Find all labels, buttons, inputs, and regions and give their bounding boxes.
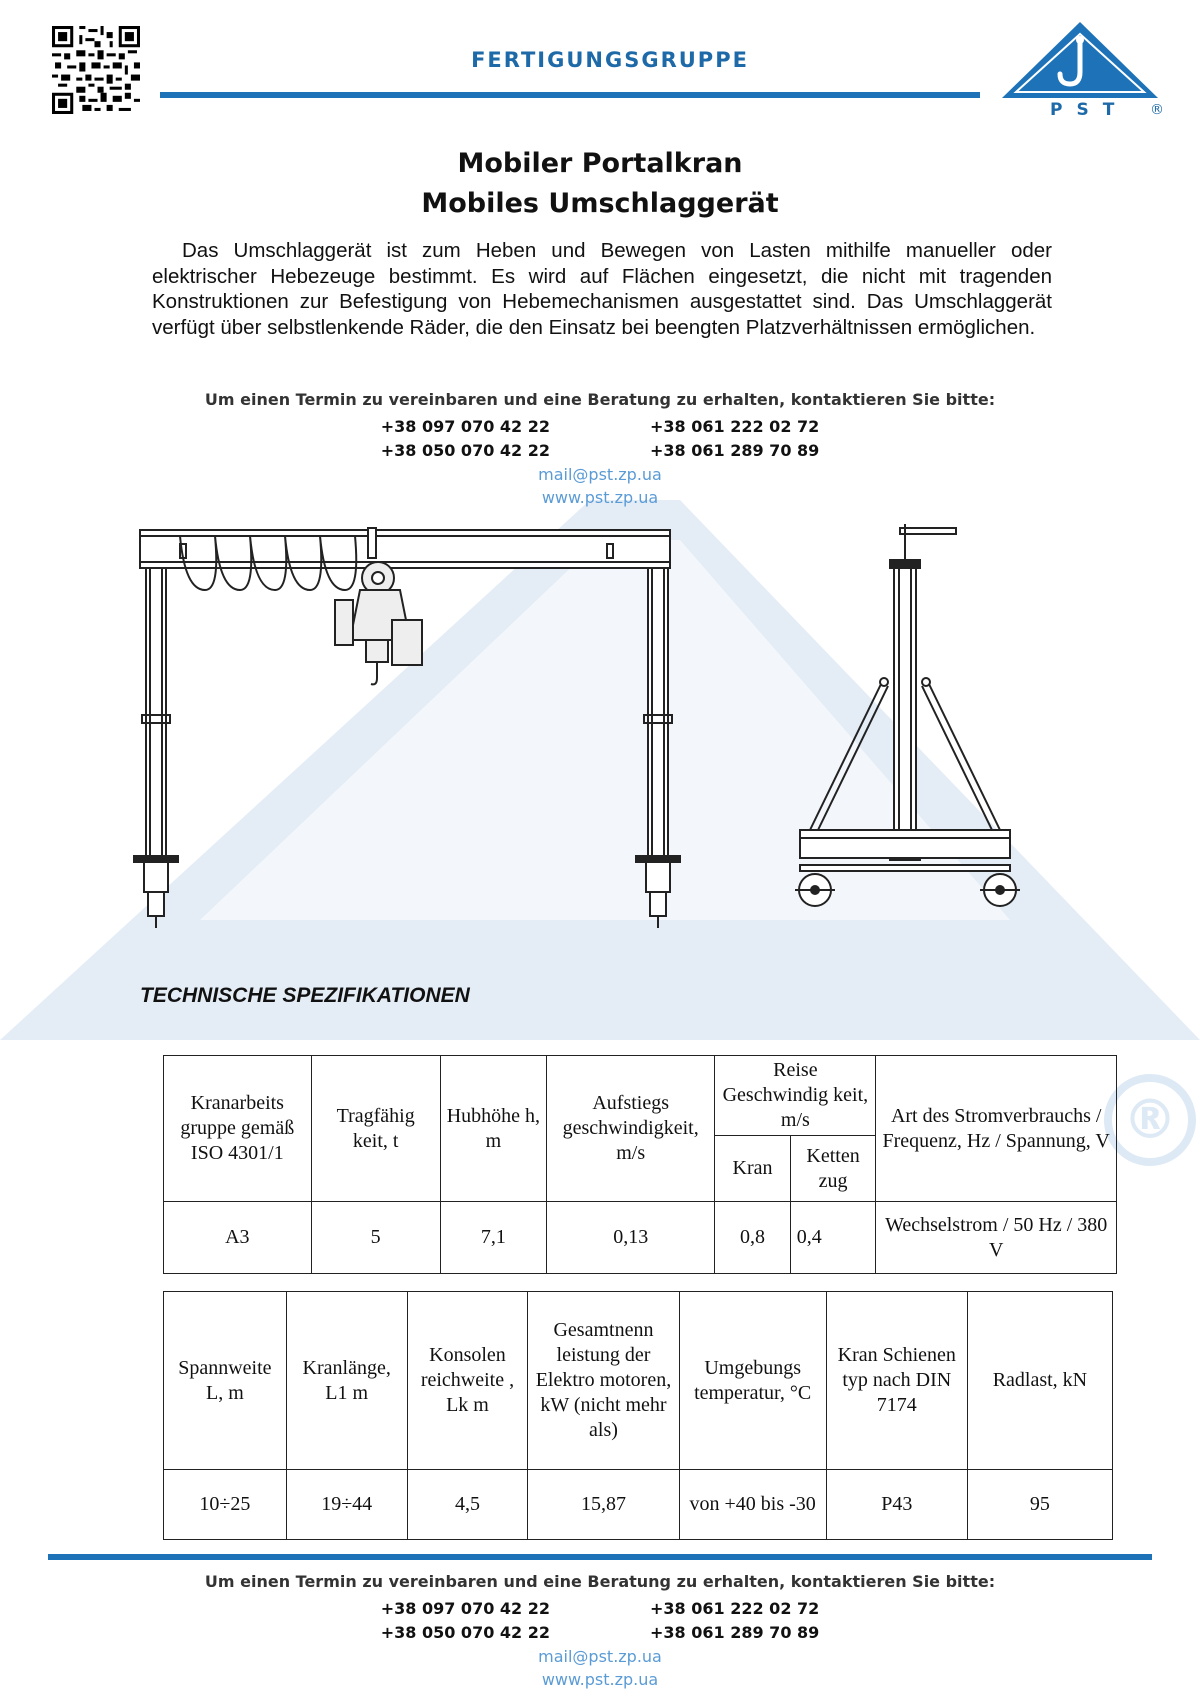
value-crane-length: 19÷44 [286, 1470, 407, 1540]
phone-link[interactable]: +38 061 289 70 89 [650, 441, 820, 460]
header-work-group: Kranarbeits gruppe gemäß ISO 4301/1 [164, 1056, 312, 1202]
spec-table-2 [163, 1291, 1113, 1540]
page-subtitle: Mobiles Umschlaggerät [421, 188, 779, 219]
phone-link[interactable]: +38 050 070 42 22 [380, 441, 550, 460]
brand-title: FERTIGUNGSGRUPPE [471, 48, 749, 72]
phone-link[interactable]: +38 097 070 42 22 [380, 417, 550, 436]
header-travel-speed: Reise Geschwindig keit, m/s [715, 1056, 876, 1136]
website-link[interactable]: www.pst.zp.ua [541, 1670, 659, 1689]
header-crane-length: Kranlänge, L1 m [286, 1292, 407, 1470]
header-span: Spannweite L, m [164, 1292, 287, 1470]
email-link[interactable]: mail@pst.zp.ua [538, 465, 662, 484]
value-power-supply: Wechselstrom / 50 Hz / 380 V [876, 1202, 1117, 1274]
phone-link[interactable]: +38 061 222 02 72 [650, 417, 820, 436]
spec-table-1 [163, 1055, 1117, 1274]
value-lift-speed: 0,13 [547, 1202, 715, 1274]
logo-text: PST [1050, 100, 1129, 120]
value-capacity: 5 [311, 1202, 440, 1274]
value-work-group: A3 [164, 1202, 312, 1274]
contact-block-top [0, 390, 1200, 509]
header-console-reach: Konsolen reichweite , Lk m [407, 1292, 528, 1470]
contact-title: Um einen Termin zu vereinbaren und eine Beratung zu erhalten, kontaktieren Sie bitte: [204, 1572, 996, 1591]
header-motor-power: Gesamtnenn leistung der Elektro motoren, kW (nicht mehr als) [528, 1292, 679, 1470]
phone-link[interactable]: +38 061 289 70 89 [650, 1623, 820, 1642]
phone-link[interactable]: +38 050 070 42 22 [380, 1623, 550, 1642]
value-motor-power: 15,87 [528, 1470, 679, 1540]
contact-block-bottom [0, 1572, 1200, 1691]
header-crane-speed: Kran [715, 1136, 790, 1202]
header-temperature: Umgebungs temperatur, °C [679, 1292, 826, 1470]
header-lift-speed: Aufstiegs geschwindigkeit, m/s [547, 1056, 715, 1202]
header-power-supply: Art des Stromverbrauchs / Frequenz, Hz / Spannung, V [876, 1056, 1117, 1202]
header-rail-type: Kran Schienen typ nach DIN 7174 [826, 1292, 967, 1470]
footer-divider [48, 1554, 1152, 1560]
value-rail-type: P43 [826, 1470, 967, 1540]
logo-registered-mark: ® [1150, 102, 1164, 118]
website-link[interactable]: www.pst.zp.ua [541, 488, 659, 507]
email-link[interactable]: mail@pst.zp.ua [538, 1647, 662, 1666]
description-paragraph: Das Umschlaggerät ist zum Heben und Bewegen von Lasten mithilfe manueller oder elektrischer Hebezeuge bestimmt. Es wird auf Flächen eingesetzt, die nicht mit tragenden Konstruktionen zur Befestigung von Hebemechanismen ausgestattet sind. Das Umschlaggerät verfügt über selbstlenkende Räder, die den Einsatz bei beengten Platzverhältnissen ermöglichen. [152, 239, 1052, 339]
value-hoist-speed: 0,4 [790, 1202, 876, 1274]
value-wheel-load: 95 [967, 1470, 1112, 1540]
svg-text:®: ® [1123, 1088, 1177, 1151]
header-lift-height: Hubhöhe h, m [440, 1056, 546, 1202]
crane-side-view [795, 524, 1020, 906]
value-crane-speed: 0,8 [715, 1202, 790, 1274]
header-wheel-load: Radlast, kN [967, 1292, 1112, 1470]
phone-link[interactable]: +38 097 070 42 22 [380, 1599, 550, 1618]
header-capacity: Tragfähig keit, t [311, 1056, 440, 1202]
value-console-reach: 4,5 [407, 1470, 528, 1540]
qr-code-icon [52, 26, 140, 114]
value-span: 10÷25 [164, 1470, 287, 1540]
page-title: Mobiler Portalkran [457, 148, 743, 179]
contact-title: Um einen Termin zu vereinbaren und eine Beratung zu erhalten, kontaktieren Sie bitte: [204, 390, 996, 409]
value-temperature: von +40 bis -30 [679, 1470, 826, 1540]
header-hoist-speed: Ketten zug [790, 1136, 876, 1202]
value-lift-height: 7,1 [440, 1202, 546, 1274]
phone-link[interactable]: +38 061 222 02 72 [650, 1599, 820, 1618]
header-divider [160, 92, 980, 98]
crane-drawing [120, 520, 1120, 950]
spec-section-title: TECHNISCHE SPEZIFIKATIONEN [140, 984, 470, 1007]
